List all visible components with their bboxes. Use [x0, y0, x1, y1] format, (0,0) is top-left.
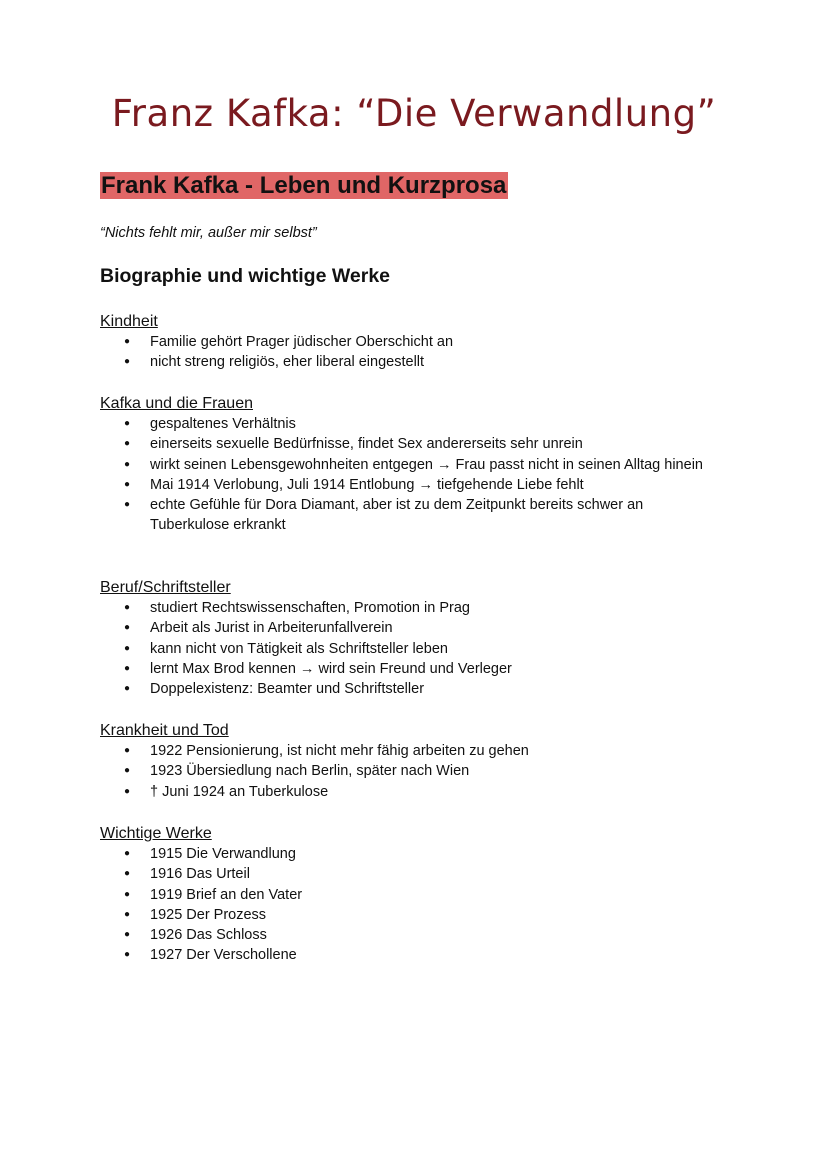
section-kindheit [100, 312, 720, 373]
section-frauen [100, 394, 720, 536]
list-item: ● 1925 Der Prozess [100, 905, 720, 925]
list-item: ● 1923 Übersiedlung nach Berlin, später nach Wien [100, 761, 720, 781]
list-item: ● lernt Max Brod kennen → wird sein Freund und Verleger [100, 659, 720, 679]
subheading: Biographie und wichtige Werke [100, 265, 391, 287]
section-title: Kindheit [100, 313, 158, 330]
list-item: ● 1926 Das Schloss [100, 925, 720, 945]
section-krankheit [100, 721, 720, 802]
bullet-list [100, 598, 720, 699]
section-title: Wichtige Werke [100, 825, 212, 842]
list-item: ● kann nicht von Tätigkeit als Schriftsteller leben [100, 639, 720, 659]
list-item: ● Arbeit als Jurist in Arbeiterunfallverein [100, 618, 720, 638]
section-title: Beruf/Schriftsteller [100, 579, 231, 596]
list-item: ● echte Gefühle für Dora Diamant, aber ist zu dem Zeitpunkt bereits schwer an Tuberkulose erkrankt [100, 495, 720, 536]
section-werke [100, 824, 720, 966]
list-item: ● 1916 Das Urteil [100, 864, 720, 884]
section-heading-highlighted [100, 169, 508, 203]
bullet-list [100, 741, 720, 802]
bullet-list [100, 844, 720, 966]
bullet-list [100, 332, 720, 373]
list-item: ● † Juni 1924 an Tuberkulose [100, 782, 720, 802]
list-item: ● 1927 Der Verschollene [100, 945, 720, 965]
section-title: Krankheit und Tod [100, 722, 229, 739]
list-item: ● Doppelexistenz: Beamter und Schriftsteller [100, 679, 720, 699]
page-title: Franz Kafka: “Die Verwandlung” [111, 92, 717, 135]
bullet-list [100, 414, 720, 536]
list-item: ● wirkt seinen Lebensgewohnheiten entgegen → Frau passt nicht in seinen Alltag hinein [100, 455, 720, 475]
list-item: ● gespaltenes Verhältnis [100, 414, 720, 434]
section-beruf [100, 578, 720, 699]
section-title: Kafka und die Frauen [100, 395, 253, 412]
list-item: ● einerseits sexuelle Bedürfnisse, findet Sex andererseits sehr unrein [100, 434, 720, 454]
list-item: ● nicht streng religiös, eher liberal eingestellt [100, 352, 720, 372]
list-item: ● studiert Rechtswissenschaften, Promotion in Prag [100, 598, 720, 618]
list-item: ● Familie gehört Prager jüdischer Oberschicht an [100, 332, 720, 352]
list-item: ● 1919 Brief an den Vater [100, 885, 720, 905]
list-item: ● 1915 Die Verwandlung [100, 844, 720, 864]
heading-highlight: Frank Kafka - Leben und Kurzprosa [101, 172, 507, 199]
quote: “Nichts fehlt mir, außer mir selbst” [100, 225, 317, 241]
list-item: ● 1922 Pensionierung, ist nicht mehr fähig arbeiten zu gehen [100, 741, 720, 761]
list-item: ● Mai 1914 Verlobung, Juli 1914 Entlobung → tiefgehende Liebe fehlt [100, 475, 720, 495]
